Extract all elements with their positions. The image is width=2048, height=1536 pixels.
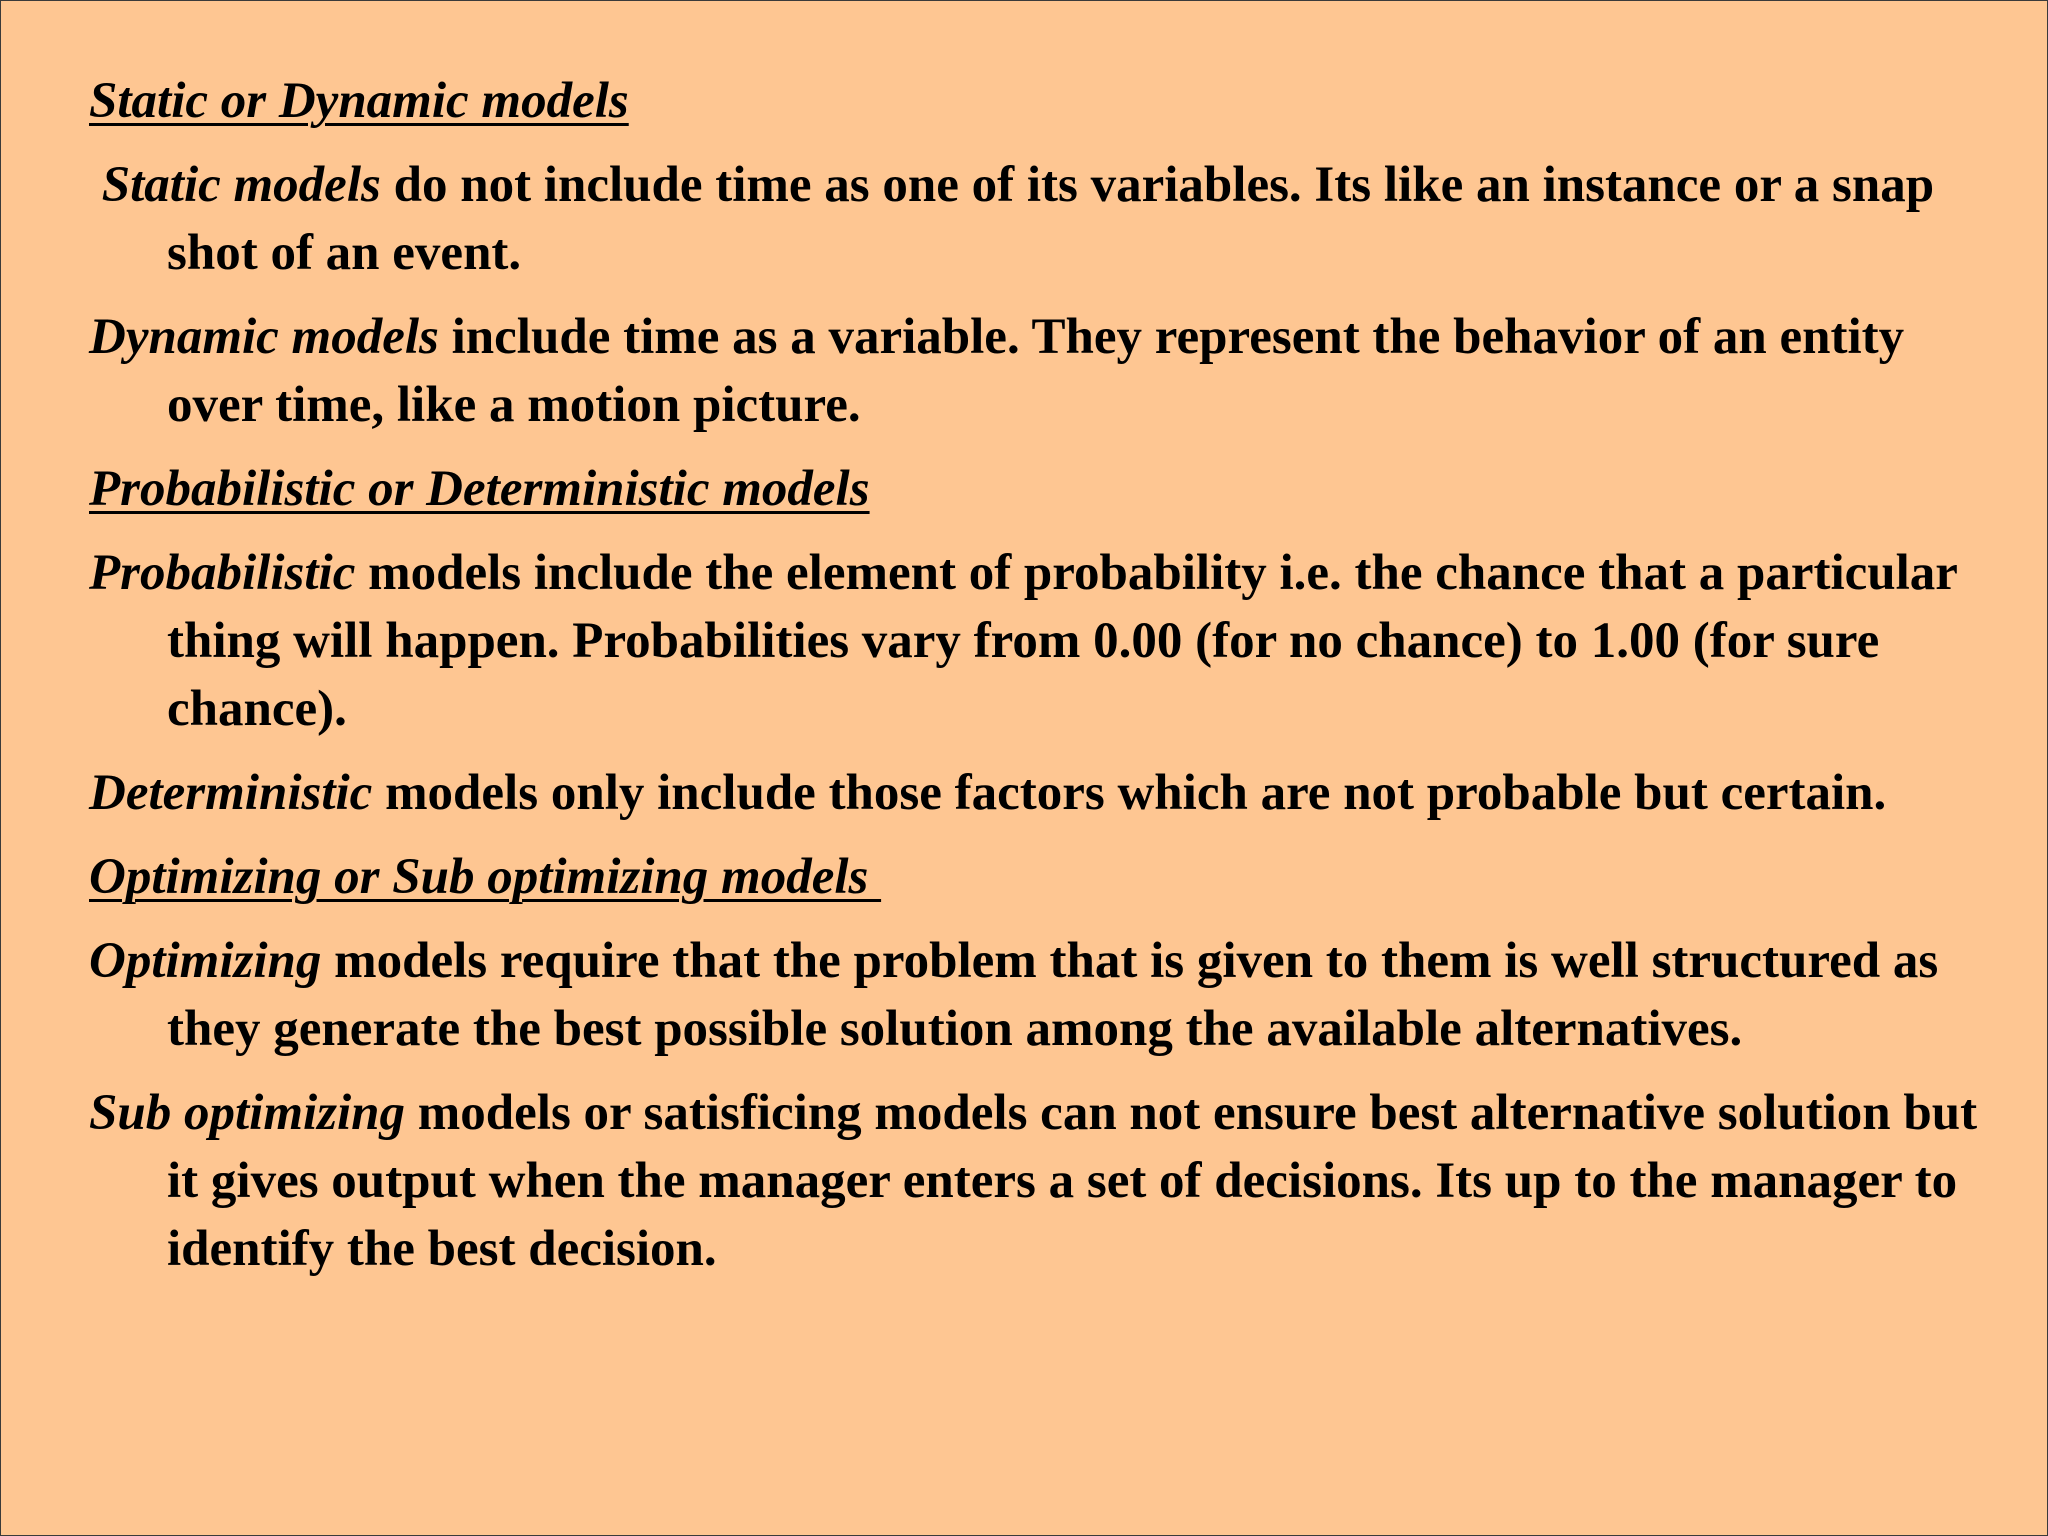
paragraph-dynamic-models bbox=[89, 303, 1989, 439]
section-heading-optimizing-suboptimizing: Optimizing or Sub optimizing models bbox=[89, 849, 882, 905]
slide-content bbox=[89, 67, 1989, 1299]
paragraph-text: models or satisficing models can not ensure best alternative solution but it gives output when the manager enters a set of decisions. Its up to the manager to identify the best decision. bbox=[167, 1085, 1978, 1277]
paragraph-text: include time as a variable. They represent the behavior of an entity over time, like a motion picture. bbox=[167, 309, 1905, 433]
section-heading-static-dynamic: Static or Dynamic models bbox=[89, 73, 629, 129]
term-static-models: Static models bbox=[101, 157, 381, 213]
term-probabilistic: Probabilistic bbox=[89, 545, 356, 601]
paragraph-optimizing-models bbox=[89, 927, 1989, 1063]
paragraph-text: models include the element of probability i.e. the chance that a particular thing will happen. Probabilities vary from 0.00 (for no chance) to 1.00 (for sure chance). bbox=[167, 545, 1958, 737]
term-optimizing: Optimizing bbox=[89, 933, 322, 989]
paragraph-text: models require that the problem that is given to them is well structured as they generate the best possible solution among the available alternatives. bbox=[167, 933, 1939, 1057]
paragraph-sub-optimizing-models bbox=[89, 1079, 1989, 1283]
paragraph-probabilistic-models bbox=[89, 539, 1989, 743]
section-heading-probabilistic-deterministic: Probabilistic or Deterministic models bbox=[89, 461, 870, 517]
term-sub-optimizing: Sub optimizing bbox=[89, 1085, 406, 1141]
paragraph-static-models bbox=[89, 151, 1989, 287]
term-deterministic: Deterministic bbox=[89, 765, 373, 821]
term-dynamic-models: Dynamic models bbox=[89, 309, 439, 365]
paragraph-text: models only include those factors which are not probable but certain. bbox=[372, 765, 1887, 821]
paragraph-deterministic-models bbox=[89, 759, 1989, 827]
paragraph-text: do not include time as one of its variables. Its like an instance or a snap shot of an event. bbox=[167, 157, 1935, 281]
